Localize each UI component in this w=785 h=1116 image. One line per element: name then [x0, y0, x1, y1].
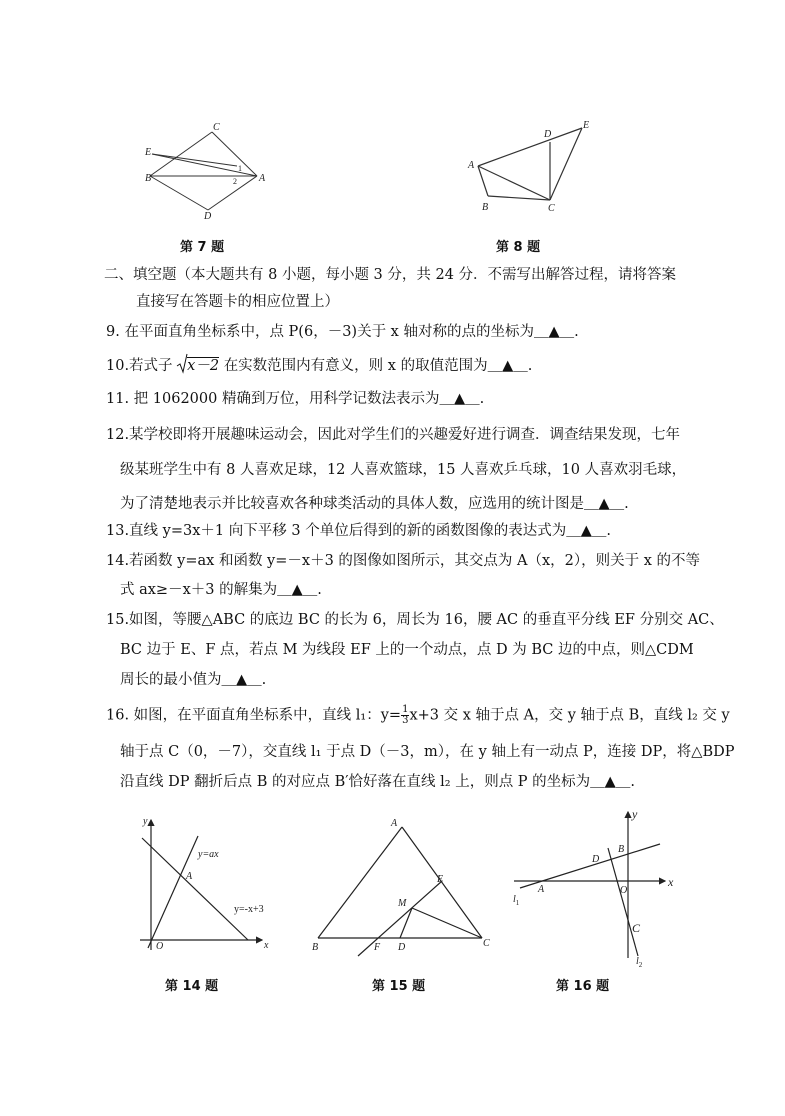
fig14-y-axis-label: y: [143, 816, 148, 827]
fig15-point-d: D: [398, 942, 406, 953]
fig16-line-l1-label: [513, 894, 520, 907]
question-12-line-1: 12.某学校即将开展趣味运动会，因此对学生们的兴趣爱好进行调查．调查结果发现，七年: [106, 427, 681, 443]
fig16-line-l2-label: [636, 956, 643, 969]
figure-8-caption: 第 8 题: [496, 240, 541, 255]
fig16-l2-subscript: 2: [638, 961, 643, 969]
figure-8-diagram: [466, 116, 606, 216]
fig16-point-b: B: [618, 844, 625, 855]
figure-7-caption: 第 7 题: [180, 240, 225, 255]
fig8-point-a: A: [468, 160, 475, 171]
question-13: 13.直线 y=3x＋1 向下平移 3 个单位后得到的新的函数图像的表达式为＿▲＿.: [106, 523, 611, 539]
fraction-numerator: 1: [402, 704, 409, 715]
fig15-point-f: F: [374, 942, 381, 953]
question-15-line-1: 15.如图，等腰△ABC 的底边 BC 的长为 6，周长为 16，腰 AC 的垂直平分线 EF 分别交 AC、: [106, 612, 724, 628]
fig14-line-yax-label: y=ax: [198, 849, 219, 860]
section-title: 二、填空题（本大题共有 8 小题，每小题 3 分，共 24 分．不需写出解答过程，请将答案: [104, 267, 677, 283]
section-title-cont: 直接写在答题卡的相应位置上）: [136, 294, 339, 310]
fig15-point-m: M: [398, 898, 407, 909]
fig8-point-c: C: [548, 203, 555, 214]
figure-15-triangle: [310, 812, 500, 952]
question-10: [106, 356, 532, 376]
sqrt-sign-icon: [177, 354, 189, 374]
fig16-l1-letter: l: [513, 894, 516, 905]
fig8-point-b: B: [482, 202, 489, 213]
question-16-line-3: 沿直线 DP 翻折后点 B 的对应点 B′恰好落在直线 l₂ 上，则点 P 的坐标为＿▲＿.: [120, 774, 635, 790]
question-14-line-1: 14.若函数 y=ax 和函数 y=－x＋3 的图像如图所示，其交点为 A（x，2），则关于 x 的不等: [106, 553, 701, 569]
fraction-denominator: 3: [402, 715, 409, 726]
question-14-line-2: 式 ax≥－x＋3 的解集为＿▲＿.: [120, 582, 322, 598]
sqrt-expression: [177, 356, 219, 376]
fig14-line-2-label: y=-x+3: [234, 904, 264, 915]
fig7-point-d: D: [204, 211, 212, 222]
question-12-line-3: 为了清楚地表示并比较喜欢各种球类活动的具体人数，应选用的统计图是＿▲＿.: [120, 496, 629, 512]
fig7-point-e: E: [145, 147, 152, 158]
fig16-y-axis-label: y: [632, 807, 638, 821]
fig16-l1-subscript: 1: [515, 899, 520, 907]
question-16-prefix: 16. 如图，在平面直角坐标系中，直线 l₁：y=: [106, 707, 402, 724]
fig8-point-e: E: [583, 120, 590, 131]
figure-16-graph: [510, 806, 680, 969]
figure-14-caption: 第 14 题: [165, 979, 219, 994]
question-9: 9. 在平面直角坐标系中，点 P(6，－3)关于 x 轴对称的点的坐标为＿▲＿.: [106, 324, 579, 340]
fig14-point-a: A: [186, 871, 193, 882]
fig16-origin-label: O: [620, 885, 628, 896]
fig15-point-c: C: [483, 938, 490, 949]
question-15-line-2: BC 边于 E、F 点，若点 M 为线段 EF 上的一个动点，点 D 为 BC 边的中点，则△CDM: [120, 642, 694, 658]
fig7-point-b: B: [145, 173, 152, 184]
figure-14-graph: [130, 812, 280, 952]
fig7-angle-2: 2: [233, 177, 237, 186]
fig16-x-axis-label: x: [668, 875, 674, 889]
question-11: 11. 把 1062000 精确到万位，用科学记数法表示为＿▲＿.: [106, 391, 485, 407]
fig7-point-c: C: [213, 122, 220, 133]
fig14-origin-label: O: [156, 941, 164, 952]
sqrt-radicand: x－2: [187, 358, 220, 374]
fig15-point-e: E: [437, 874, 444, 885]
fig16-l2-letter: l: [636, 956, 639, 967]
question-16-line-2: 轴于点 C（0，－7），交直线 l₁ 于点 D（－3，m），在 y 轴上有一动点 P，连接 DP，将△BDP: [120, 744, 735, 760]
figure-16-caption: 第 16 题: [556, 979, 610, 994]
fig7-angle-1: 1: [238, 164, 242, 173]
fig16-point-a: A: [538, 884, 545, 895]
fig7-point-a: A: [259, 173, 266, 184]
question-10-suffix: 在实数范围内有意义，则 x 的取值范围为＿▲＿.: [223, 358, 533, 374]
figure-15-caption: 第 15 题: [372, 979, 426, 994]
question-10-prefix: 10.若式子: [106, 358, 173, 374]
fig15-point-a: A: [391, 818, 398, 829]
fig16-point-c: C: [632, 921, 641, 935]
fig16-point-d: D: [592, 854, 600, 865]
fig8-point-d: D: [544, 129, 552, 140]
question-15-line-3: 周长的最小值为＿▲＿.: [120, 672, 267, 688]
fig14-x-axis-label: x: [264, 940, 269, 951]
figure-7-diagram: [140, 122, 280, 222]
question-12-line-2: 级某班学生中有 8 人喜欢足球，12 人喜欢篮球，15 人喜欢乒乓球，10 人喜欢羽毛球，: [120, 462, 687, 478]
fig15-point-b: B: [312, 942, 319, 953]
question-16-suffix: x+3 交 x 轴于点 A，交 y 轴于点 B，直线 l₂ 交 y: [409, 707, 730, 724]
question-16-line-1: [106, 705, 730, 726]
